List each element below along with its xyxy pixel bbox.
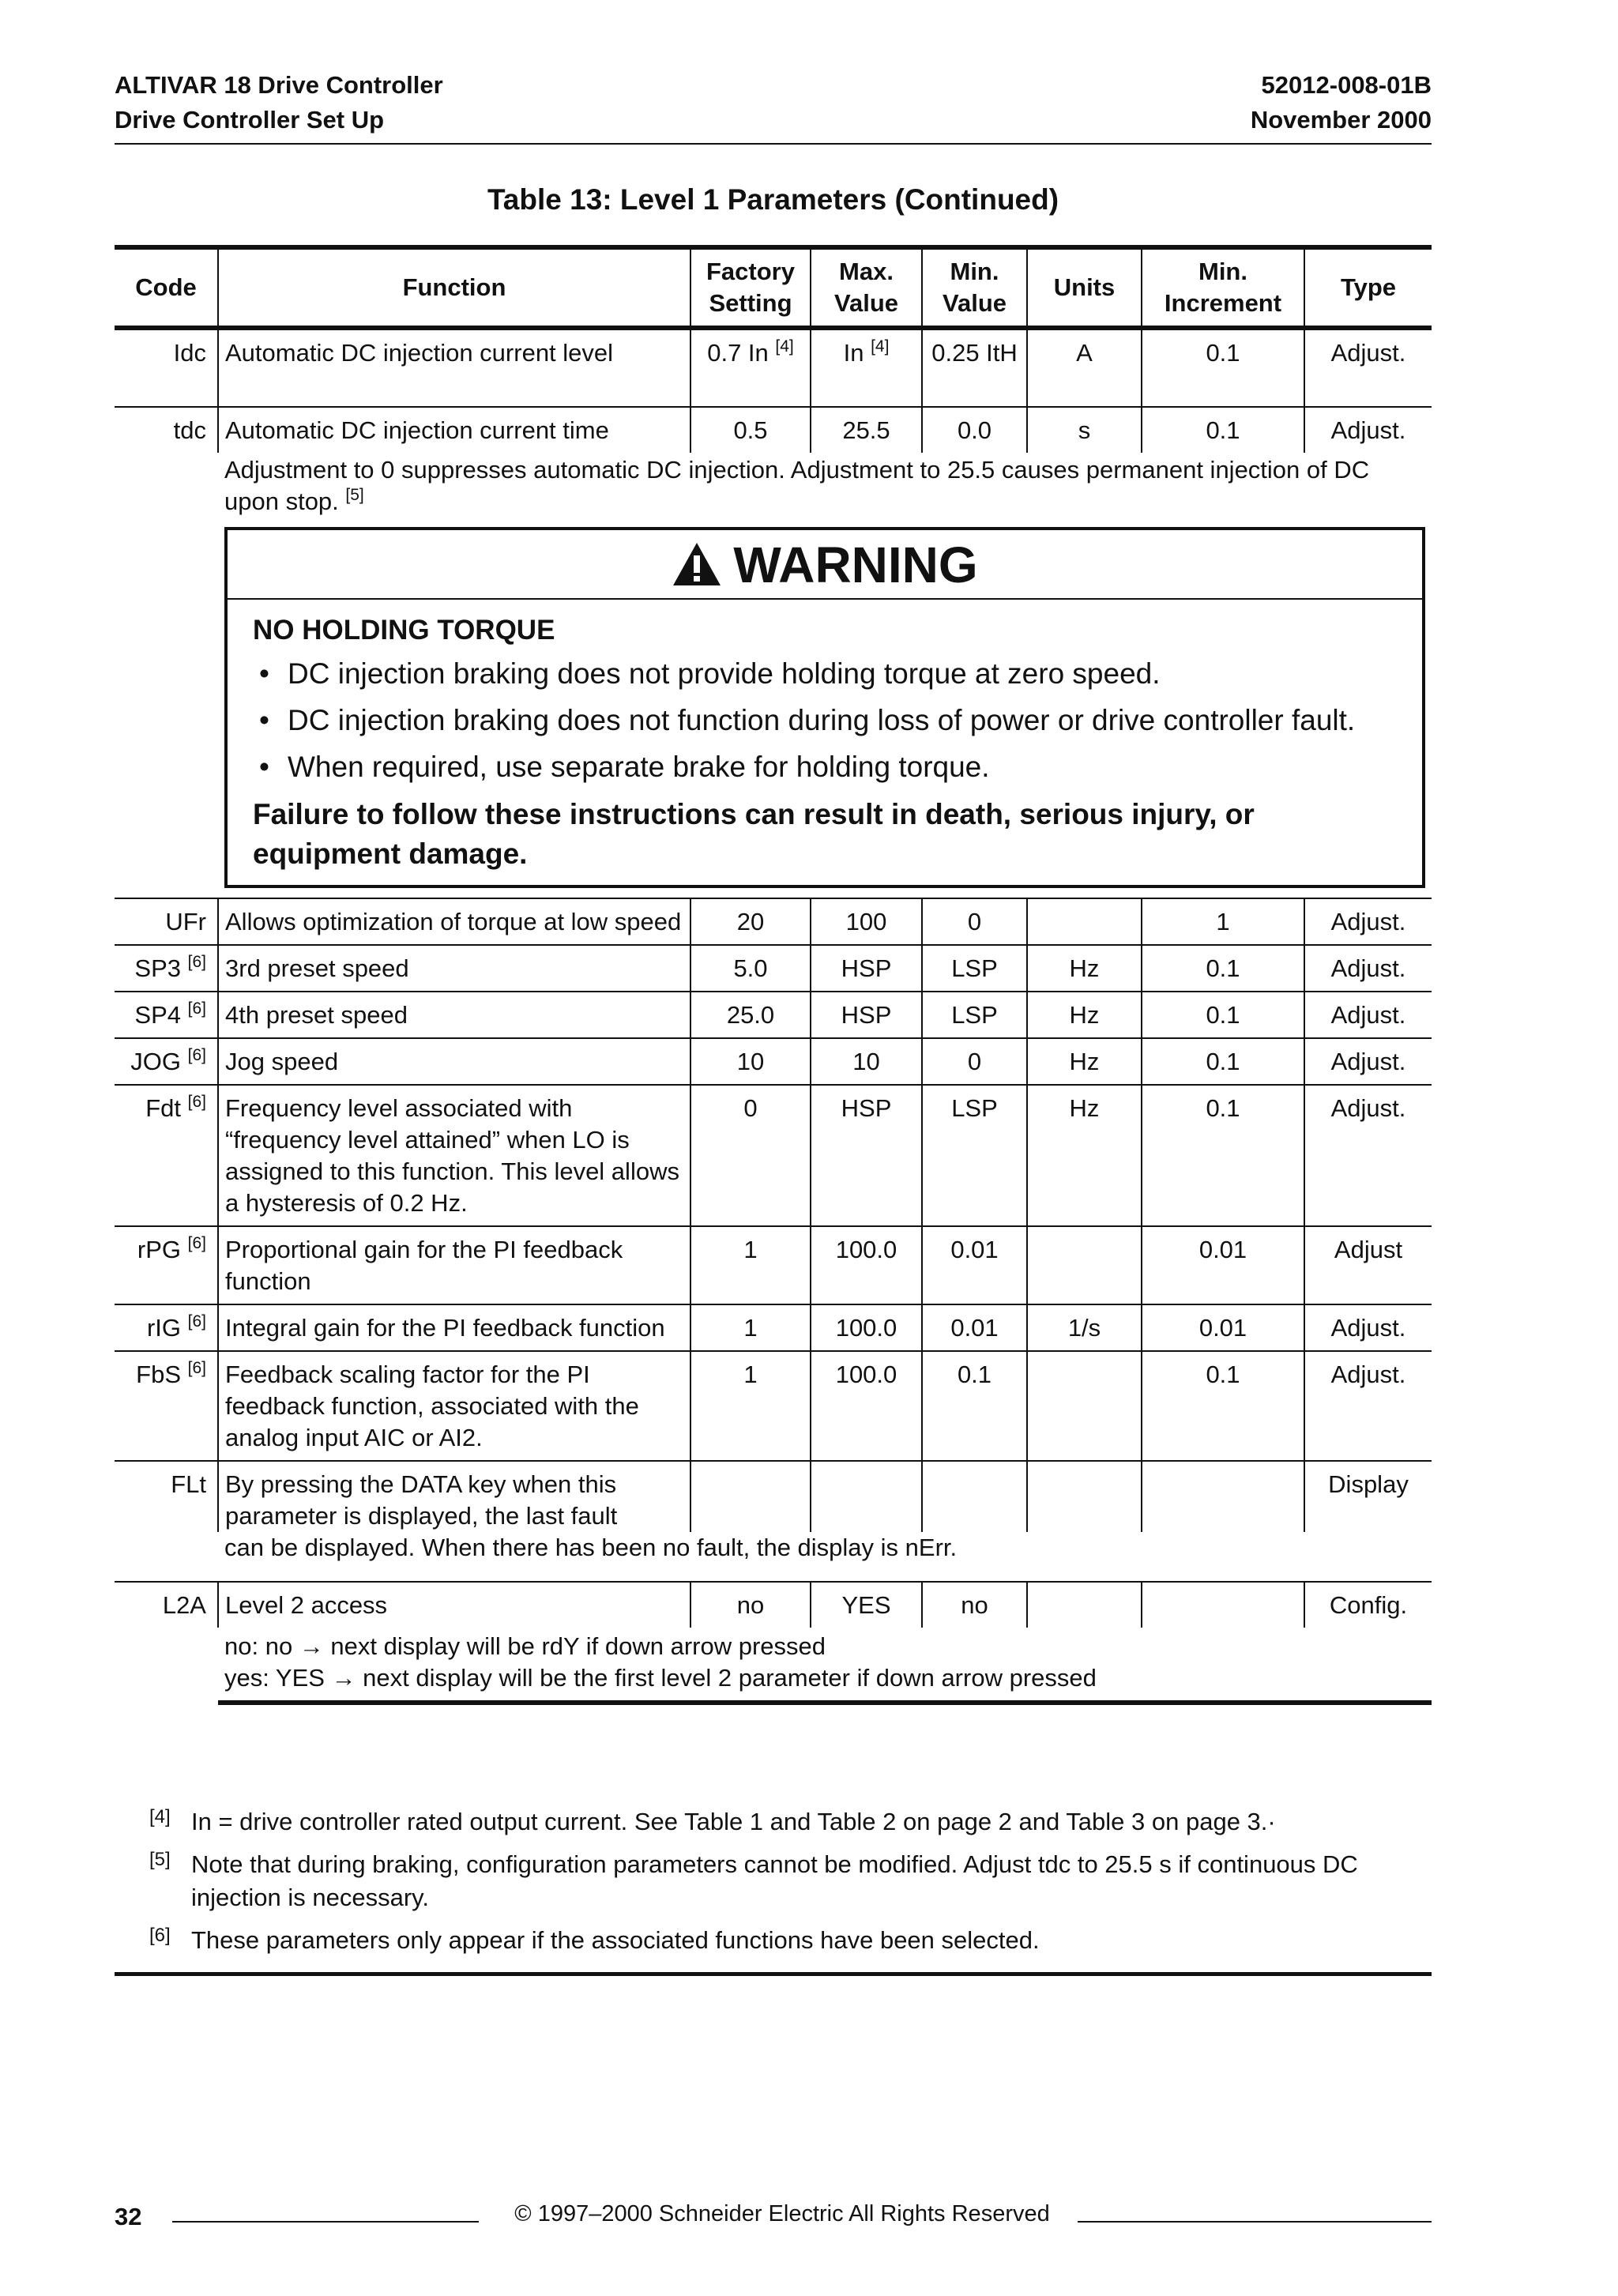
doc-section: Drive Controller Set Up (115, 106, 385, 134)
table-row (115, 328, 1432, 407)
warning-title: WARNING (228, 530, 1422, 600)
footnote-ref: [4] (871, 337, 890, 356)
page-number: 32 (115, 2203, 142, 2230)
cell-increment: 0.01 (1142, 1304, 1304, 1351)
cell-type: Adjust. (1304, 407, 1432, 453)
cell-type: Adjust (1304, 1226, 1432, 1304)
footnote-ref: [6] (187, 953, 206, 971)
cell-units: A (1027, 328, 1142, 407)
cell-function: Feedback scaling factor for the PI feedback function, associated with the analog input AIC or AI2. (218, 1351, 690, 1461)
cell-type: Adjust. (1304, 898, 1432, 945)
footnote-mark: [4] (149, 1806, 171, 1827)
warning-bullet: • DC injection braking does not provide holding torque at zero speed. (288, 650, 1400, 697)
table-row (115, 407, 1432, 453)
cell-type: Adjust. (1304, 328, 1432, 407)
cell-increment: 0.1 (1142, 1085, 1304, 1226)
warning-bullet: • DC injection braking does not function during loss of power or drive controller fault. (288, 697, 1400, 743)
footnote-ref: [6] (187, 999, 206, 1018)
warning-consequence: Failure to follow these instructions can result in death, serious injury, or equipment damage. (253, 798, 1255, 870)
cell-factory: 1 (690, 1351, 811, 1461)
cell-increment: 0.1 (1142, 1038, 1304, 1085)
cell-min: LSP (922, 992, 1027, 1038)
cell-factory: 25.0 (690, 992, 811, 1038)
cell-units: Hz (1027, 1038, 1142, 1085)
col-header-code: Code (115, 247, 218, 328)
cell-units (1027, 898, 1142, 945)
cell-code: UFr (115, 898, 218, 945)
cell-function: 4th preset speed (218, 992, 690, 1038)
flt-continuation: can be displayed. When there has been no fault, the display is nErr. (224, 1534, 958, 1561)
cell-function: Jog speed (218, 1038, 690, 1085)
header-left (115, 68, 443, 137)
cell-max: HSP (811, 992, 922, 1038)
cell-min: 0 (922, 898, 1027, 945)
cell-max (811, 1461, 922, 1532)
doc-number: 52012-008-01B (1261, 71, 1432, 99)
table-row (115, 1461, 1432, 1532)
cell-max: 100.0 (811, 1226, 922, 1304)
cell-code: L2A (115, 1582, 218, 1703)
cell-type: Adjust. (1304, 1351, 1432, 1461)
cell-min: 0.1 (922, 1351, 1027, 1461)
cell-function: Allows optimization of torque at low speed (218, 898, 690, 945)
cell-factory (690, 1461, 811, 1532)
table-row (115, 1304, 1432, 1351)
cell-function: Integral gain for the PI feedback function (218, 1304, 690, 1351)
cell-factory: 5.0 (690, 945, 811, 992)
warning-bullet: • When required, use separate brake for holding torque. (288, 743, 1400, 790)
cell-code: FbS [6] (115, 1351, 218, 1461)
cell-min: 0.0 (922, 407, 1027, 453)
cell-min: LSP (922, 1085, 1027, 1226)
footnote-ref: [6] (187, 1359, 206, 1377)
cell-function: Frequency level associated with “frequency level attained” when LO is assigned to this function. This level allows a hysteresis of 0.2 Hz. (218, 1085, 690, 1226)
cell-factory: 0.7 In [4] (690, 328, 811, 407)
table-end-rule (115, 1972, 1432, 1976)
footer-line-left (172, 2221, 479, 2223)
cell-increment: 1 (1142, 898, 1304, 945)
cell-type: Adjust. (1304, 945, 1432, 992)
cell-max: 100.0 (811, 1351, 922, 1461)
col-header-max: Max. Value (811, 247, 922, 328)
cell-function: 3rd preset speed (218, 945, 690, 992)
cell-factory: 1 (690, 1226, 811, 1304)
table-row (115, 1038, 1432, 1085)
table-row-note (115, 1628, 1432, 1703)
cell-increment: 0.1 (1142, 407, 1304, 453)
cell-code: SP4 [6] (115, 992, 218, 1038)
cell-increment: 0.01 (1142, 1226, 1304, 1304)
l2a-note (218, 1628, 1432, 1703)
footnote: [5] Note that during braking, configuration parameters cannot be modified. Adjust tdc to 25.5 s if continuous DC injection is necessary. (115, 1848, 1432, 1914)
cell-increment: 0.1 (1142, 992, 1304, 1038)
warning-triangle-icon (672, 541, 722, 587)
footnote-mark: [6] (149, 1925, 171, 1946)
cell-factory: 0.5 (690, 407, 811, 453)
cell-max: 100.0 (811, 1304, 922, 1351)
tdc-note: Adjustment to 0 suppresses automatic DC injection. Adjustment to 25.5 causes permanent injection of DC upon stop. [5] (224, 456, 1370, 515)
col-header-function: Function (218, 247, 690, 328)
cell-max: 10 (811, 1038, 922, 1085)
cell-units: 1/s (1027, 1304, 1142, 1351)
cell-units: Hz (1027, 1085, 1142, 1226)
footer-line-right (1078, 2221, 1432, 2223)
cell-units: s (1027, 407, 1142, 453)
table-row (115, 1582, 1432, 1628)
col-header-type: Type (1304, 247, 1432, 328)
warning-box (224, 527, 1425, 888)
cell-max: 100 (811, 898, 922, 945)
doc-title: ALTIVAR 18 Drive Controller (115, 71, 443, 99)
header-right (1251, 68, 1432, 137)
cell-units (1027, 1351, 1142, 1461)
table-row (115, 992, 1432, 1038)
cell-increment: 0.1 (1142, 328, 1304, 407)
cell-code: tdc (115, 407, 218, 898)
cell-factory: 0 (690, 1085, 811, 1226)
footnote: [4] In = drive controller rated output current. See Table 1 and Table 2 on page 2 and Table 3 on page 3.· (115, 1805, 1432, 1839)
cell-max: HSP (811, 945, 922, 992)
doc-date: November 2000 (1250, 106, 1432, 134)
footnote-ref: [4] (775, 337, 794, 356)
cell-max: In [4] (811, 328, 922, 407)
col-header-units: Units (1027, 247, 1142, 328)
table-row (115, 898, 1432, 945)
col-header-factory: Factory Setting (690, 247, 811, 328)
cell-code: rIG [6] (115, 1304, 218, 1351)
cell-increment: 0.1 (1142, 945, 1304, 992)
cell-code: Fdt [6] (115, 1085, 218, 1226)
col-header-increment: Min. Increment (1142, 247, 1304, 328)
table-row (115, 1351, 1432, 1461)
cell-max: 25.5 (811, 407, 922, 453)
cell-units: Hz (1027, 945, 1142, 992)
cell-increment: 0.1 (1142, 1351, 1304, 1461)
tdc-note-cell (218, 453, 1432, 898)
cell-code: JOG [6] (115, 1038, 218, 1085)
table-row-continuation (115, 1532, 1432, 1582)
cell-type: Adjust. (1304, 1085, 1432, 1226)
cell-code: SP3 [6] (115, 945, 218, 992)
cell-increment (1142, 1582, 1304, 1628)
cell-units (1027, 1582, 1142, 1628)
footnote-ref: [6] (187, 1234, 206, 1252)
cell-units: Hz (1027, 992, 1142, 1038)
cell-min: 0.01 (922, 1226, 1027, 1304)
table-title: Table 13: Level 1 Parameters (Continued) (487, 183, 1059, 216)
warning-heading: NO HOLDING TORQUE (253, 615, 555, 646)
cell-type: Adjust. (1304, 1304, 1432, 1351)
table-row-note (115, 453, 1432, 898)
col-header-min: Min. Value (922, 247, 1027, 328)
cell-min: no (922, 1582, 1027, 1628)
l2a-note-yes: yes: YES → next display will be the first level 2 parameter if down arrow pressed (224, 1664, 1097, 1692)
parameters-table (115, 245, 1432, 1705)
cell-type: Adjust. (1304, 992, 1432, 1038)
cell-function: Level 2 access (218, 1582, 690, 1628)
cell-type: Display (1304, 1461, 1432, 1532)
table-row (115, 1085, 1432, 1226)
table-header-row (115, 247, 1432, 328)
table-row (115, 945, 1432, 992)
copyright: © 1997–2000 Schneider Electric All Rights Reserved (514, 2201, 1050, 2226)
l2a-note-no: no: no → next display will be rdY if down arrow pressed (224, 1632, 826, 1660)
cell-function: By pressing the DATA key when this parameter is displayed, the last fault (218, 1461, 690, 1532)
cell-units (1027, 1226, 1142, 1304)
cell-factory: 10 (690, 1038, 811, 1085)
cell-function: Automatic DC injection current level (218, 328, 690, 407)
cell-factory: 1 (690, 1304, 811, 1351)
cell-factory: no (690, 1582, 811, 1628)
cell-increment (1142, 1461, 1304, 1532)
cell-function: Automatic DC injection current time (218, 407, 690, 453)
cell-max: YES (811, 1582, 922, 1628)
cell-min (922, 1461, 1027, 1532)
cell-code: rPG [6] (115, 1226, 218, 1304)
warning-body (228, 600, 1422, 885)
cell-type: Config. (1304, 1582, 1432, 1628)
footnotes (115, 1805, 1432, 1967)
footnote-ref: [5] (345, 486, 364, 504)
cell-function: Proportional gain for the PI feedback function (218, 1226, 690, 1304)
cell-min: 0.01 (922, 1304, 1027, 1351)
warning-bullets (253, 650, 1400, 790)
header-divider (115, 143, 1432, 145)
cell-min: 0 (922, 1038, 1027, 1085)
cell-max: HSP (811, 1085, 922, 1226)
cell-code: Idc (173, 339, 206, 367)
footnote-ref: [6] (187, 1046, 206, 1064)
cell-min: 0.25 ItH (922, 328, 1027, 407)
table-row (115, 1226, 1432, 1304)
cell-code: FLt (115, 1461, 218, 1582)
cell-factory: 20 (690, 898, 811, 945)
footnote-mark: [5] (149, 1849, 171, 1870)
footnote-ref: [6] (187, 1312, 206, 1331)
cell-units (1027, 1461, 1142, 1532)
footnote: [6] These parameters only appear if the associated functions have been selected. (115, 1924, 1432, 1957)
cell-min: LSP (922, 945, 1027, 992)
footnote-ref: [6] (187, 1093, 206, 1111)
cell-type: Adjust. (1304, 1038, 1432, 1085)
